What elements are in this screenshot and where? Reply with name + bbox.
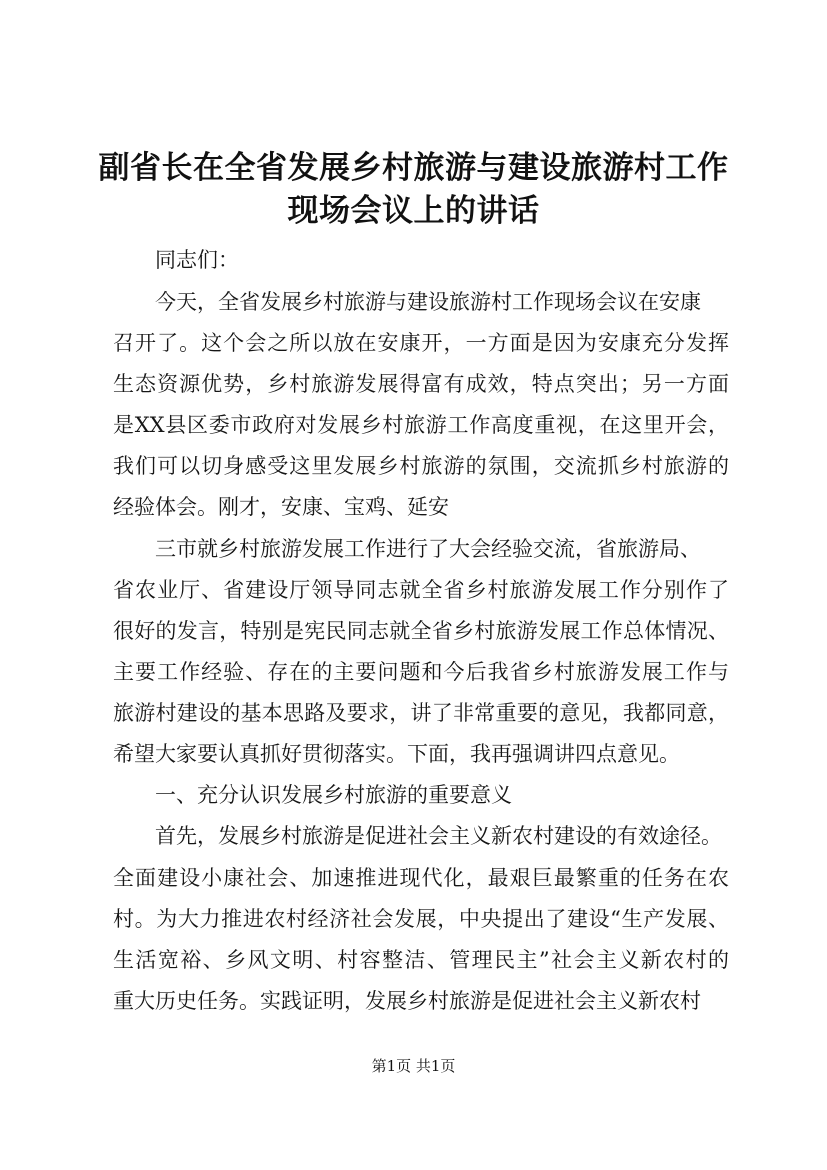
body-line: 省农业厅、省建设厅领导同志就全省乡村旅游发展工作分别作了 [113,578,729,602]
body-line: 重大历史任务。实践证明，发展乡村旅游是促进社会主义新农村 [113,989,701,1013]
body-line: 生态资源优势，乡村旅游发展得富有成效，特点突出；另一方面 [113,372,729,396]
section-heading: 一、充分认识发展乡村旅游的重要意义 [155,783,512,807]
body-line: 很好的发言，特别是宪民同志就全省乡村旅游发展工作总体情况、 [113,619,729,643]
body-line: 召开了。这个会之所以放在安康开，一方面是因为安康充分发挥 [113,331,729,355]
body-line: 主要工作经验、存在的主要问题和今后我省乡村旅游发展工作与 [113,660,729,684]
salutation: 同志们： [155,248,239,272]
body-line: 村。为大力推进农村经济社会发展，中央提出了建设“生产发展、 [113,907,729,931]
body-line: 是XX县区委市政府对发展乡村旅游工作高度重视，在这里开会， [113,413,729,437]
body-line: 首先，发展乡村旅游是促进社会主义新农村建设的有效途径。 [155,824,722,848]
body-line: 今天，全省发展乡村旅游与建设旅游村工作现场会议在安康 [155,290,701,314]
body-line: 旅游村建设的基本思路及要求，讲了非常重要的意见，我都同意， [113,701,729,725]
page-footer: 第1页 共1页 [371,1057,456,1075]
body-line: 三市就乡村旅游发展工作进行了大会经验交流，省旅游局、 [155,537,701,561]
body-line: 全面建设小康社会、加速推进现代化，最艰巨最繁重的任务在农 [113,866,729,890]
body-line: 生活宽裕、乡风文明、村容整洁、管理民主”社会主义新农村的 [113,948,729,972]
document-title-line-2: 现场会议上的讲话 [287,193,540,229]
document-title-line-1: 副省长在全省发展乡村旅游与建设旅游村工作 [98,150,729,186]
body-line: 经验体会。刚才，安康、宝鸡、延安 [113,495,449,519]
body-line: 希望大家要认真抓好贯彻落实。下面，我再强调讲四点意见。 [113,742,680,766]
body-line: 我们可以切身感受这里发展乡村旅游的氛围，交流抓乡村旅游的 [113,454,729,478]
